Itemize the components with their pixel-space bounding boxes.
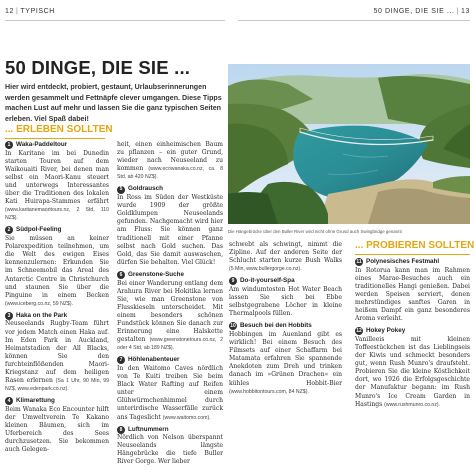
item-info-link: (www.rushmunro.co.nz). <box>384 401 441 408</box>
list-item <box>117 185 223 266</box>
item-number-badge: 3 <box>5 312 13 320</box>
list-item <box>5 226 109 307</box>
right-section-label: 50 DINGE, DIE SIE ... <box>373 8 455 15</box>
item-body: In Karitane im bei Dunedin starten Touren auf dem Waikouaiti River, bei denen man selbst ein Maori-Kanu steuert und unterwegs Interessantes über die Traditionen des lokalen Kati Huirapa-Stammes erfährt <box>5 149 109 206</box>
section-heading-erleben: ... ERLEBEN SOLLTEN <box>5 124 113 135</box>
list-item <box>229 322 342 395</box>
item-body: In den Waitomo Caves nördlich von Te Kuiti treiben Sie beim Black Water Rafting auf Reifen unter einem Glühwürmchenhimmel durch unterirdische Wasserfälle zurück ans Tageslicht <box>117 364 223 421</box>
intro-text: Hier wird entdeckt, probiert, gestaunt, Urlaubserinnerungen werden gesammelt und Fettnäpfe clever umgangen. Diese Tipps machen Lust auf mehr und lassen Sie die ganz typischen Seiten erleben. Viel Spaß dabei! <box>5 83 222 123</box>
page-title: 50 DINGE, DIE SIE ... <box>5 57 191 78</box>
item-number-badge: 2 <box>5 226 13 234</box>
item-body: Vanilleeis mit kleinen Toffeestückchen ist das Lieblingseis der Kiwis und schmeckt besonders gut, wenn Rush Munro's draufsteht. Probieren Sie die kleine Köstlichkeit dort, wo 1926 die Erfolgsgeschichte der Manufaktur begann: im Rush Munro's Ice Cream Garden in Hastings <box>355 335 470 408</box>
item-number-badge: 8 <box>117 426 125 434</box>
left-header-rule <box>5 20 225 21</box>
right-header-rule <box>238 20 470 21</box>
left-page-number: 12 <box>5 8 14 15</box>
item-number-badge: 6 <box>117 271 125 279</box>
left-section-label: TYPISCH <box>20 8 55 15</box>
item-title: Hokey Pokey <box>366 327 406 335</box>
item-title: Luftnummern <box>128 425 169 433</box>
item-title: Do-it-yourself-Spa <box>240 277 295 285</box>
item-info-link: (www.waitomo.com). <box>162 414 211 421</box>
list-item <box>355 258 470 323</box>
column-2 <box>117 141 223 471</box>
item-body: In Rotorua kann man im Rahmen eines Marae-Besuches auch ein traditionelles Hangi genießen. Dabei werden Speisen serviert, denen mehrstündiges sanftes Garen in heißem Dampf ein ganz besonderes Aroma verleiht. <box>355 266 470 323</box>
item-title: Besuch bei den Hobbits <box>240 322 312 330</box>
item-body: Neuseelands Rugby-Team führt vor jedem Match einen Haka auf. Im Eden Park in Auckland, Heimatstadion der All Blacks, können Sie den furchteinflößenden Maori-Kriegstanz auf dem heiligen Rasen erlernen <box>5 320 109 385</box>
column-3 <box>229 241 342 400</box>
item-info-link: (www.hobbitontours.com, 84 NZ$). <box>229 388 309 395</box>
item-info-link: (www.greenstonetours.co.nz, 2 oder 4 Std, ab 189 NZ$). <box>117 337 223 352</box>
item-body: Am windumtosten Hot Water Beach lassen Sie sich bei Ebbe selbstgegrabene Löcher in kleine Thermalpools füllen. <box>229 285 342 318</box>
item-number-badge: 1 <box>5 141 13 149</box>
list-item <box>117 356 223 421</box>
item-title: Südpol-Feeling <box>16 226 62 234</box>
item-body: heit, einen einheimischen Baum zu pflanzen – ein guter Grund, wieder nach Neuseeland zu kommen <box>117 141 223 173</box>
item-body: schwebt als schwingt, nimmt die Zipline. Auf der anderen Seite der Schlucht starten kurze Bush Walks <box>229 241 342 265</box>
item-number-badge: 9 <box>229 277 237 285</box>
item-number-badge: 11 <box>356 259 362 265</box>
right-running-header: 50 DINGE, DIE SIE ... | 13 <box>373 8 470 15</box>
section-underline-erleben <box>5 138 105 139</box>
item-body: Bei einer Wanderung entlang dem Arahura River bei Hokitika lernen Sie, wie man Greenstone von Flusskieseln unterscheidet. Mit einem besonders schönen Fundstück können Sie danach zur Erinnerung eine Halskette gestalten <box>117 279 223 344</box>
item-title: Höhlenabenteuer <box>128 356 180 364</box>
item-title: Haka on the Park <box>16 311 68 319</box>
item-title: Goldrausch <box>128 185 163 193</box>
column-1 <box>5 141 109 458</box>
item-info-link: (www.ecowanaka.co.nz, ca. 8 Std, ab 420 NZ$). <box>117 166 223 181</box>
item-info-link: (5 Min, www.bullergorge.co.nz). <box>229 266 302 273</box>
list-item <box>229 277 342 318</box>
list-item <box>5 141 109 222</box>
item-title: Klimarettung <box>16 397 55 405</box>
list-item <box>117 271 223 352</box>
item-body: Sie müssen an keiner Polarexpedition teilnehmen, um die Welt des ewigen Eises kennenzulernen: Erkunden Sie im Schneemobil das Areal des Antarctic Centre in Christchurch und staunen Sie über die Pinguine in einem Becken <box>5 235 109 299</box>
item-body: In Ross im Süden der Westküste wurde 1909 der größte Goldklumpen Neuseelands gefunden. Nachgemacht wird hier am Fluss: Sie können ganz traditionell mit einer Pfanne selbst nach Gold suchen. Das Gold, das Sie damit auswaschen, dürfen Sie behalten. Viel Glück! <box>117 194 223 266</box>
item-number-badge: 7 <box>117 356 125 364</box>
photo-caption: Die Hängebrücke über den Buller River wird nicht ohne Grund auch Swingbridge genannt <box>228 229 402 234</box>
right-page-number: 13 <box>461 8 470 15</box>
section-underline-probieren <box>355 254 470 255</box>
list-item <box>5 397 109 454</box>
item-body: Nördlich von Nelson überspannt Neuseelands längste Hängebrücke die tiefe Buller River Gorge. Wer lieber <box>117 434 223 466</box>
left-running-header: 12 | TYPISCH <box>5 8 55 15</box>
item-number-badge: 10 <box>230 323 236 330</box>
item-title: Waka-Paddeltour <box>16 141 68 148</box>
item-title: Polynesisches Festmahl <box>366 258 440 265</box>
item-info-link: (Sa 1 Uhr, 90 Min, 99 NZ$, www.edenpark.co.nz). <box>5 378 109 393</box>
list-item-continued <box>117 141 223 181</box>
item-body: Beim Wanaka Eco Encounter hilft der Umweltverein Te Kakano kleinen Bäumen, sich im Uferbereich des Sees durchzusetzen. Sie bekommen auch Gelegen- <box>5 405 109 454</box>
item-number-badge: 12 <box>356 328 362 335</box>
list-item <box>5 312 109 393</box>
column-4 <box>355 258 470 413</box>
gorge-photo <box>228 64 470 224</box>
list-item-continued <box>229 241 342 273</box>
swingbridge-illustration <box>228 64 470 224</box>
item-info-link: (www.karitanemaoritours.nz, 2 Std, 110 NZ$). <box>5 207 109 222</box>
item-info-link: (www.iceberg.co.nz, 59 NZ$). <box>5 300 74 307</box>
item-number-badge: 4 <box>5 397 13 405</box>
item-title: Greenstone-Suche <box>128 270 184 278</box>
item-body: Hobbingen im Auenland gibt es wirklich! Bei einem Besuch des Filmsets auf einer Schaffarm bei Matamata erfahren Sie spannende Anekdoten zum Dreh und trinken danach im »Grünen Drachen« ein kühles Hobbit-Bier <box>229 330 342 387</box>
list-item <box>355 327 470 408</box>
item-number-badge: 5 <box>117 186 125 194</box>
list-item <box>117 426 223 467</box>
section-heading-probieren: ... PROBIEREN SOLLTEN <box>355 240 475 251</box>
